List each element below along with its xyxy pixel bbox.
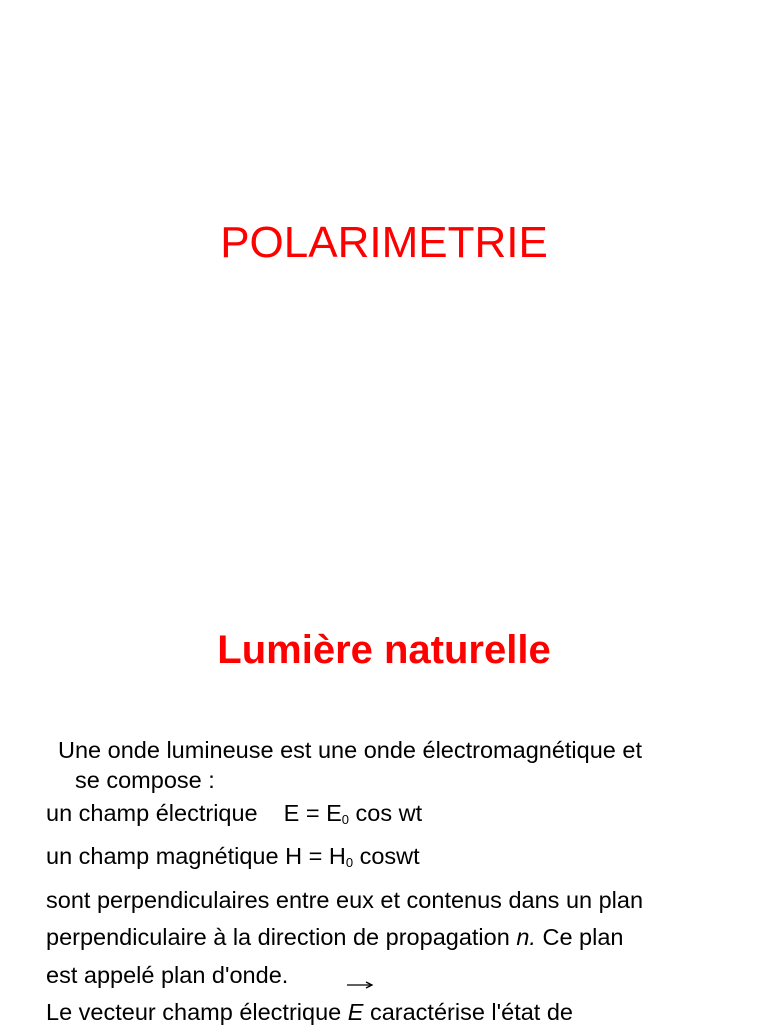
electric-vector-letter: E — [347, 999, 364, 1025]
vector-line-post: caractérise l'état de — [363, 999, 573, 1025]
propagation-variable: n. — [516, 924, 536, 950]
vector-line — [46, 994, 746, 1032]
electric-formula-subscript: 0 — [341, 811, 350, 827]
intro-line-2: se compose : — [75, 766, 215, 793]
electric-formula-lhs: E = E — [283, 799, 342, 826]
electric-field-line — [46, 795, 746, 839]
body-paragraph — [46, 732, 746, 1032]
perpendicular-line-2 — [46, 919, 746, 957]
electric-field-label: un champ électrique — [46, 799, 258, 826]
electric-field-formula — [284, 800, 423, 826]
perpendicular-line-1: sont perpendiculaires entre eux et contenus dans un plan — [46, 886, 644, 913]
perpendicular-line-2-pre: perpendiculaire à la direction de propagation — [46, 924, 517, 950]
magnetic-field-line — [46, 838, 746, 882]
vector-arrow-icon — [346, 980, 374, 990]
electric-formula-rhs: cos wt — [349, 799, 423, 826]
magnetic-formula-rhs: coswt — [353, 843, 420, 869]
vector-line-pre: Le vecteur champ électrique — [46, 999, 348, 1025]
perpendicular-line-2-post: Ce plan — [535, 924, 624, 950]
intro-line-1: Une onde lumineuse est une onde électromagnétique et — [58, 737, 642, 763]
electric-vector-symbol — [348, 994, 364, 1032]
magnetic-formula-subscript: 0 — [345, 855, 354, 870]
magnetic-field-label: un champ magnétique H = H — [46, 843, 346, 869]
section-heading: Lumière naturelle — [217, 628, 551, 672]
slide-title: POLARIMETRIE — [220, 218, 548, 267]
wave-plane-line: est appelé plan d'onde. — [46, 961, 289, 988]
